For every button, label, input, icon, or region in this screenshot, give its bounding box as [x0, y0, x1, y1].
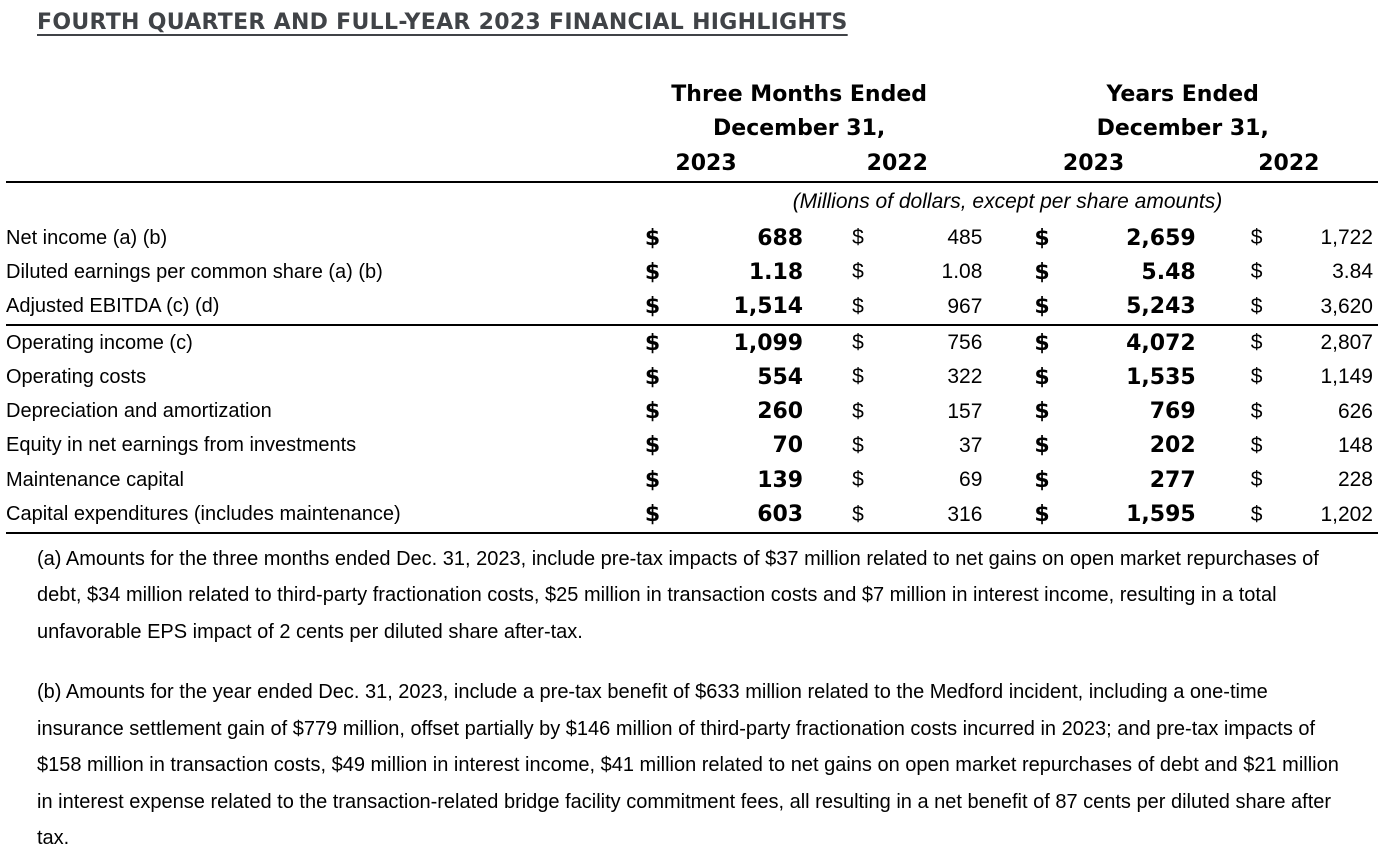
value-cell: 228: [1337, 468, 1373, 492]
dollar-sign: $: [1250, 399, 1263, 423]
value-cell: 1,535: [1126, 364, 1196, 390]
row-label: Operating costs: [6, 365, 147, 388]
dollar-sign: $: [1034, 330, 1050, 356]
year-header-q4-2022: 2022: [807, 145, 987, 182]
dollar-sign: $: [852, 260, 864, 284]
dollar-sign: $: [1034, 467, 1050, 493]
value-cell: 69: [959, 468, 983, 492]
value-cell: 1,202: [1278, 497, 1378, 532]
value-cell: 1,722: [1320, 226, 1373, 250]
date-header-three-months: December 31,: [713, 115, 886, 141]
dollar-sign: $: [1250, 365, 1263, 389]
footnote-b: (b) Amounts for the year ended Dec. 31, 2023, include a pre-tax benefit of $633 million related to the Medford incident, including a one-time insurance settlement gain of $779 million, offset partially by $146 million of third-party fractionation costs incurred in 2023; and pre-tax impacts of $158 million in transaction costs, $49 million in interest income, $41 million related to net gains on open market repurchases of debt and $21 million in interest expense related to the transaction-related bridge facility commitment fees, all resulting in a net benefit of 87 cents per diluted share after tax.: [37, 681, 1339, 850]
value-cell: 2,659: [1126, 225, 1196, 251]
col-group-three-months: Three Months Ended: [671, 81, 928, 107]
value-cell: 1.08: [941, 260, 983, 284]
dollar-sign: $: [1200, 290, 1278, 325]
units-note: (Millions of dollars, except per share amounts): [792, 190, 1223, 213]
value-cell: 603: [682, 497, 807, 532]
dollar-sign: $: [987, 497, 1067, 532]
value-cell: 3.84: [1332, 260, 1373, 284]
dollar-sign: $: [852, 226, 864, 250]
dollar-sign: $: [644, 330, 661, 356]
value-cell: 139: [757, 467, 804, 493]
value-cell: 5.48: [1141, 259, 1196, 285]
value-cell: 260: [757, 399, 804, 425]
dollar-sign: $: [1034, 399, 1050, 425]
row-label: Capital expenditures (includes maintenance): [6, 497, 637, 532]
dollar-sign: $: [852, 365, 864, 389]
value-cell: 967: [877, 290, 987, 325]
table-row-net-income: [6, 221, 1378, 255]
row-label: Equity in net earnings from investments: [6, 434, 357, 457]
value-cell: 626: [1337, 399, 1373, 423]
dollar-sign: $: [637, 497, 682, 532]
value-cell: 1,149: [1320, 365, 1373, 389]
value-cell: 688: [757, 225, 804, 251]
value-cell: 148: [1337, 433, 1373, 457]
value-cell: 70: [772, 433, 804, 459]
date-header-row: [6, 111, 1378, 145]
dollar-sign: $: [1034, 259, 1050, 285]
row-label: Operating income (c): [6, 331, 193, 354]
dollar-sign: $: [1034, 225, 1050, 251]
dollar-sign: $: [1250, 468, 1263, 492]
value-cell: 769: [1149, 399, 1196, 425]
row-label: Adjusted EBITDA (c) (d): [6, 290, 637, 325]
year-header-fy-2023: 2023: [987, 145, 1199, 182]
row-label: Depreciation and amortization: [6, 400, 272, 423]
dollar-sign: $: [644, 399, 661, 425]
value-cell: 485: [947, 226, 983, 250]
value-cell: 1,514: [682, 290, 807, 325]
dollar-sign: $: [852, 331, 864, 355]
row-label: Net income (a) (b): [6, 226, 168, 249]
col-group-years: Years Ended: [1106, 81, 1259, 107]
date-header-years: December 31,: [1096, 115, 1269, 141]
row-label: Maintenance capital: [6, 468, 184, 491]
header-spacer: [6, 77, 637, 111]
period-header-row: [6, 77, 1378, 111]
table-row-operating-income: [6, 325, 1378, 360]
financial-highlights-table: [6, 77, 1378, 534]
year-header-fy-2022: 2022: [1200, 145, 1378, 182]
dollar-sign: $: [1250, 260, 1263, 284]
header-spacer: [6, 111, 637, 145]
dollar-sign: $: [1250, 433, 1263, 457]
value-cell: 157: [947, 399, 983, 423]
dollar-sign: $: [1034, 433, 1050, 459]
dollar-sign: $: [1250, 331, 1263, 355]
table-row-diluted-eps: [6, 255, 1378, 289]
dollar-sign: $: [987, 290, 1067, 325]
footnote-a: (a) Amounts for the three months ended Dec. 31, 2023, include pre-tax impacts of $37 million related to net gains on open market repurchases of debt, $34 million related to third-party fractionation costs, $25 million in transaction costs and $7 million in interest income, resulting in a total unfavorable EPS impact of 2 cents per diluted share after-tax.: [37, 547, 1319, 643]
year-header-row: [6, 145, 1378, 182]
value-cell: 2,807: [1320, 331, 1373, 355]
header-spacer: [6, 145, 637, 182]
dollar-sign: $: [644, 225, 661, 251]
value-cell: 277: [1149, 467, 1196, 493]
dollar-sign: $: [852, 433, 864, 457]
dollar-sign: $: [644, 259, 661, 285]
dollar-sign: $: [637, 290, 682, 325]
table-row-depreciation-amortization: [6, 394, 1378, 428]
value-cell: 322: [947, 365, 983, 389]
units-note-row: [6, 182, 1378, 221]
value-cell: 1,099: [733, 330, 804, 356]
value-cell: 554: [757, 364, 804, 390]
value-cell: 5,243: [1068, 290, 1200, 325]
dollar-sign: $: [1034, 364, 1050, 390]
value-cell: 1,595: [1068, 497, 1200, 532]
dollar-sign: $: [852, 468, 864, 492]
table-row-operating-costs: [6, 360, 1378, 394]
table-row-capital-expenditures: [6, 497, 1378, 532]
footnotes: [37, 541, 1342, 853]
value-cell: 37: [959, 433, 983, 457]
table-row-equity-net-earnings: [6, 429, 1378, 463]
dollar-sign: $: [852, 399, 864, 423]
dollar-sign: $: [807, 290, 877, 325]
value-cell: 4,072: [1126, 330, 1196, 356]
page-title: FOURTH QUARTER AND FULL-YEAR 2023 FINANCIAL HIGHLIGHTS: [37, 10, 848, 35]
dollar-sign: $: [1250, 226, 1263, 250]
value-cell: 3,620: [1278, 290, 1378, 325]
dollar-sign: $: [644, 364, 661, 390]
header-spacer: [6, 182, 637, 221]
table-row-maintenance-capital: [6, 463, 1378, 497]
value-cell: 202: [1149, 433, 1196, 459]
year-header-q4-2023: 2023: [637, 145, 807, 182]
dollar-sign: $: [807, 497, 877, 532]
dollar-sign: $: [644, 433, 661, 459]
dollar-sign: $: [1200, 497, 1278, 532]
value-cell: 316: [877, 497, 987, 532]
value-cell: 1.18: [748, 259, 804, 285]
table-row-adjusted-ebitda: [6, 290, 1378, 325]
value-cell: 756: [947, 331, 983, 355]
row-label: Diluted earnings per common share (a) (b): [6, 260, 383, 283]
dollar-sign: $: [644, 467, 661, 493]
